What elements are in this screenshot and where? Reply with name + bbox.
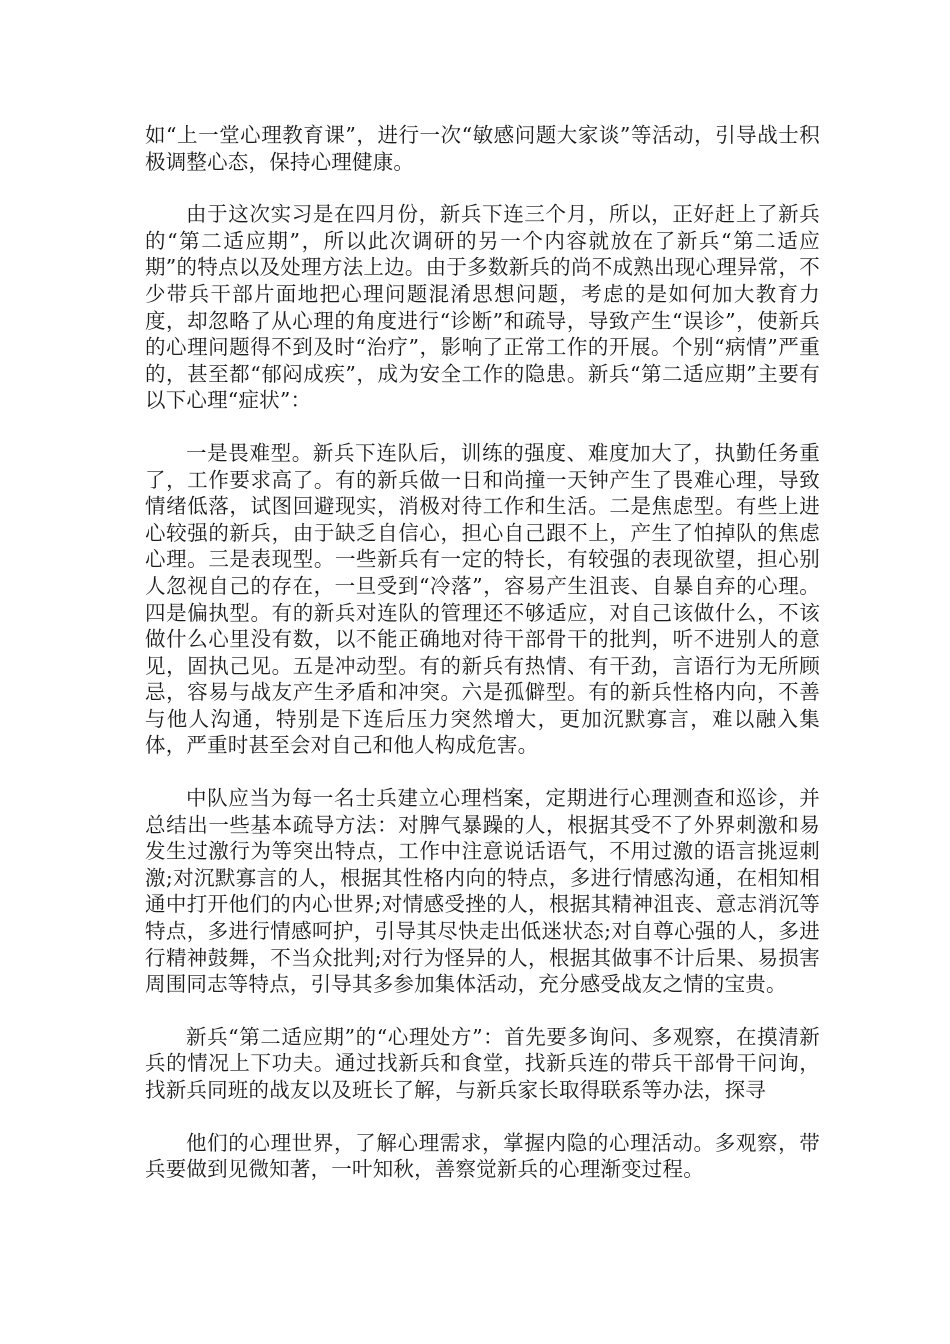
paragraph-5: 新兵“第二适应期”的“心理处方”：首先要多询问、多观察，在摸清新兵的情况上下功夫。通过找新兵和食堂，找新兵连的带兵干部骨干问询，找新兵同班的战友以及班长了解，与新兵家长取得联系等办法，探寻 xyxy=(145,1024,820,1102)
document-page xyxy=(145,122,820,1209)
paragraph-6: 他们的心理世界，了解心理需求，掌握内隐的心理活动。多观察，带兵要做到见微知著，一叶知秋，善察觉新兵的心理渐变过程。 xyxy=(145,1130,820,1182)
paragraph-2: 由于这次实习是在四月份，新兵下连三个月，所以，正好赶上了新兵的“第二适应期”，所以此次调研的另一个内容就放在了新兵“第二适应期”的特点以及处理方法上边。由于多数新兵的尚不成熟出现心理异常，不少带兵干部片面地把心理问题混淆思想问题，考虑的是如何加大教育力度，却忽略了从心理的角度进行“诊断”和疏导，导致产生“误诊”，使新兵的心理问题得不到及时“治疗”，影响了正常工作的开展。个别“病情”严重的，甚至都“郁闷成疾”，成为安全工作的隐患。新兵“第二适应期”主要有以下心理“症状”： xyxy=(145,202,820,413)
paragraph-3: 一是畏难型。新兵下连队后，训练的强度、难度加大了，执勤任务重了，工作要求高了。有的新兵做一日和尚撞一天钟产生了畏难心理，导致情绪低落，试图回避现实，消极对待工作和生活。二是焦虑型。有些上进心较强的新兵，由于缺乏自信心，担心自己跟不上，产生了怕掉队的焦虑心理。三是表现型。一些新兵有一定的特长，有较强的表现欲望，担心别人忽视自己的存在，一旦受到“冷落”，容易产生沮丧、自暴自弃的心理。四是偏执型。有的新兵对连队的管理还不够适应，对自己该做什么，不该做什么心里没有数，以不能正确地对待干部骨干的批判，听不进别人的意见，固执己见。五是冲动型。有的新兵有热情、有干劲，言语行为无所顾忌，容易与战友产生矛盾和冲突。六是孤僻型。有的新兵性格内向，不善与他人沟通，特别是下连后压力突然增大，更加沉默寡言，难以融入集体，严重时甚至会对自己和他人构成危害。 xyxy=(145,440,820,758)
paragraph-1: 如“上一堂心理教育课”，进行一次“敏感问题大家谈”等活动，引导战士积极调整心态，保持心理健康。 xyxy=(145,123,820,174)
paragraph-4: 中队应当为每一名士兵建立心理档案，定期进行心理测查和巡诊，并总结出一些基本疏导方法：对脾气暴躁的人，根据其受不了外界刺激和易发生过激行为等突出特点，工作中注意说话语气，不用过激的语言挑逗刺激;对沉默寡言的人，根据其性格内向的特点，多进行情感沟通，在相知相通中打开他们的内心世界;对情感受挫的人，根据其精神沮丧、意志消沉等特点，多进行情感呵护，引导其尽快走出低迷状态;对自尊心强的人，多进行精神鼓舞，不当众批判;对行为怪异的人，根据其做事不计后果、易损害周围同志等特点，引导其多参加集体活动，充分感受战友之情的宝贵。 xyxy=(145,786,820,997)
